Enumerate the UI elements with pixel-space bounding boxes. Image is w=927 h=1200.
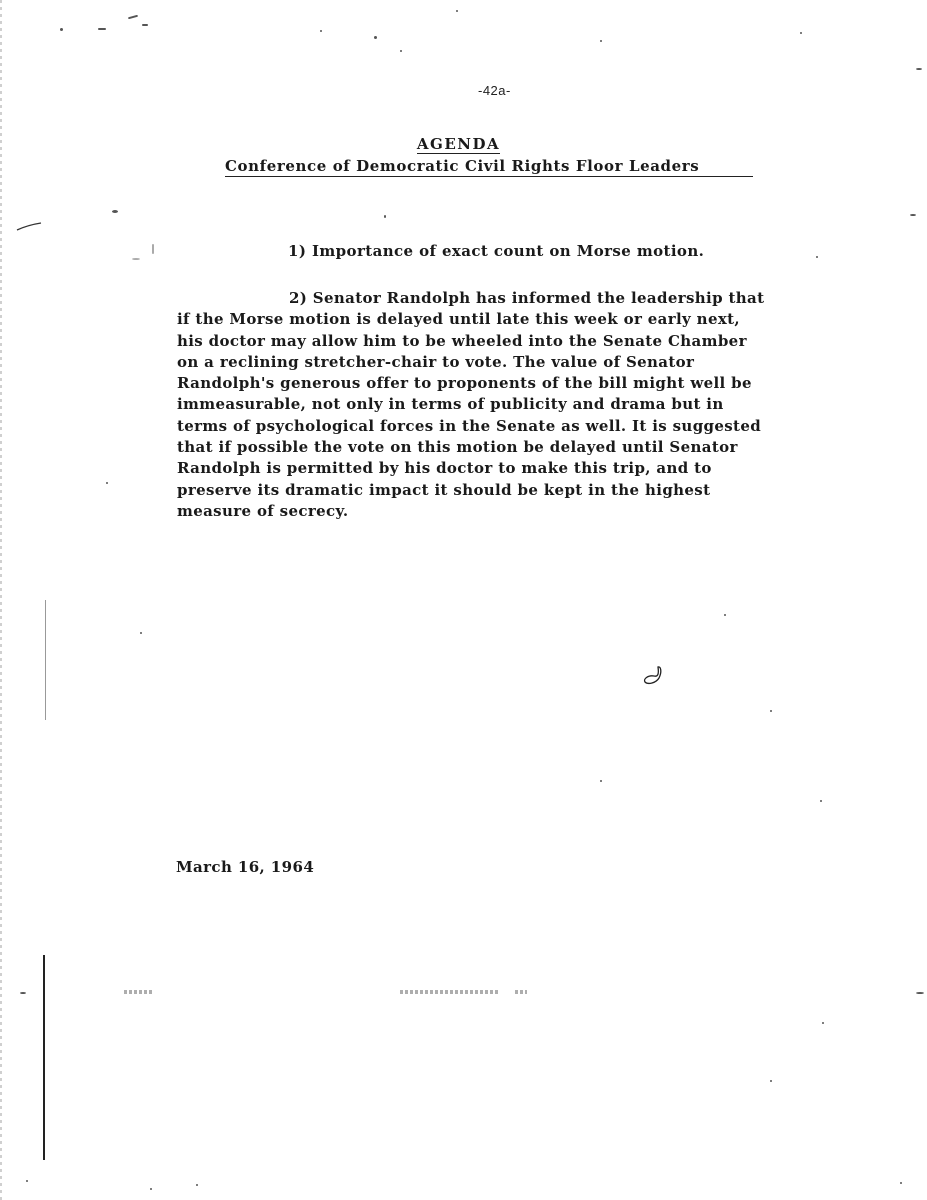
scan-speck <box>196 1184 198 1186</box>
scan-speck <box>400 50 402 52</box>
agenda-item-2-line: his doctor may allow him to be wheeled into the Senate Chamber <box>177 331 747 350</box>
scan-artifact <box>400 990 500 994</box>
scan-speck <box>60 28 63 31</box>
scan-speck <box>106 482 108 484</box>
agenda-item-2-line: preserve its dramatic impact it should be kept in the highest <box>177 480 711 499</box>
scan-speck <box>600 40 602 42</box>
scan-speck <box>142 24 148 26</box>
agenda-item-2-line: terms of psychological forces in the Senate as well. It is suggested <box>177 416 762 435</box>
scan-speck <box>140 632 142 634</box>
page-number: -42a- <box>478 83 511 98</box>
scan-speck <box>26 1180 28 1182</box>
scan-speck <box>916 68 922 70</box>
scan-speck <box>150 1188 152 1190</box>
scan-speck <box>910 214 916 216</box>
scan-artifact-line <box>45 600 46 720</box>
agenda-item-2-line: 2) Senator Randolph has informed the leadership that <box>289 289 765 307</box>
scan-speck <box>384 215 386 218</box>
scan-speck <box>456 10 458 12</box>
scan-artifact <box>515 990 527 994</box>
scan-artifact <box>124 990 152 994</box>
scan-speck <box>320 30 322 32</box>
handwritten-initial-icon <box>640 664 666 688</box>
scan-speck <box>770 710 772 712</box>
scan-speck <box>20 992 26 994</box>
scan-speck <box>816 256 818 258</box>
scan-speck <box>112 210 118 213</box>
document-date: March 16, 1964 <box>176 858 315 876</box>
agenda-item-2 <box>177 288 847 522</box>
scan-speck <box>374 36 377 39</box>
page-title-wrapper <box>0 134 927 154</box>
scan-speck <box>600 780 602 782</box>
scan-speck <box>800 32 802 34</box>
scan-speck <box>820 800 822 802</box>
scan-binding-line <box>43 955 45 1160</box>
page-subtitle: Conference of Democratic Civil Rights Floor Leaders <box>225 157 753 177</box>
scan-edge <box>0 0 2 1200</box>
agenda-item-2-line: Randolph's generous offer to proponents of the bill might well be <box>177 374 752 393</box>
agenda-item-2-line: Randolph is permitted by his doctor to make this trip, and to <box>177 459 712 478</box>
scan-speck <box>128 15 138 20</box>
agenda-item-1: 1) Importance of exact count on Morse motion. <box>288 242 705 260</box>
scan-speck <box>770 1080 772 1082</box>
agenda-item-2-line: immeasurable, not only in terms of publicity and drama but in <box>177 395 724 414</box>
agenda-item-2-line: measure of secrecy. <box>177 501 349 520</box>
agenda-item-2-line: that if possible the vote on this motion be delayed until Senator <box>177 438 738 457</box>
scan-speck <box>152 244 154 254</box>
scan-speck <box>98 28 106 30</box>
agenda-item-2-line: on a reclining stretcher-chair to vote. The value of Senator <box>177 352 695 371</box>
stray-pen-mark-icon <box>16 222 42 232</box>
scan-speck <box>724 614 726 616</box>
scan-speck <box>900 1182 902 1184</box>
scan-speck <box>132 258 140 260</box>
scan-speck <box>916 992 924 994</box>
agenda-item-2-line: if the Morse motion is delayed until late this week or early next, <box>177 310 740 329</box>
page-title: AGENDA <box>416 135 501 153</box>
scan-speck <box>822 1022 824 1024</box>
